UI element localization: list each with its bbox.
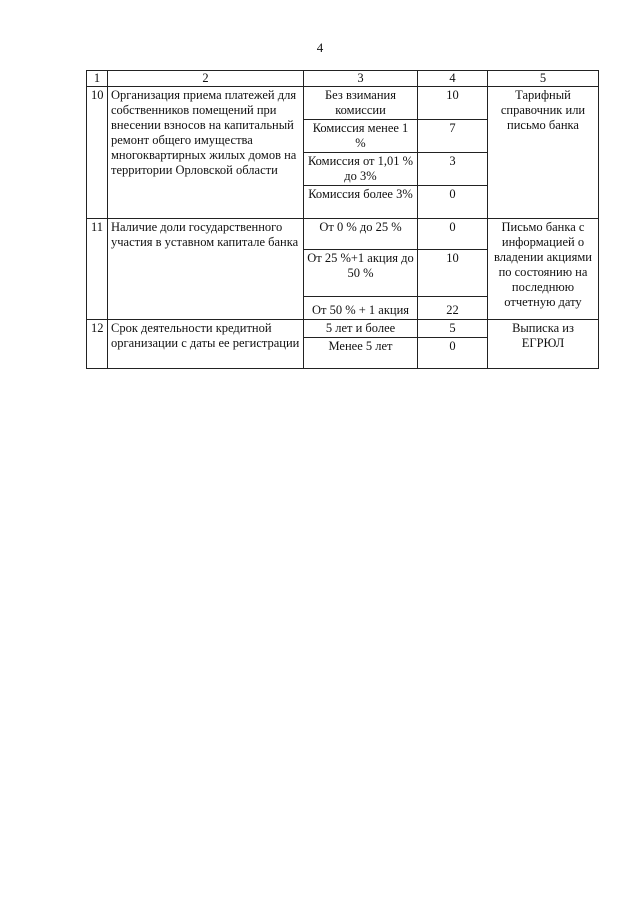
score-cell: 0 xyxy=(418,219,488,250)
condition-cell: Комиссия от 1,01 % до 3% xyxy=(304,153,418,186)
score-cell: 7 xyxy=(418,120,488,153)
table-header-row xyxy=(87,71,599,87)
score-cell: 0 xyxy=(418,186,488,219)
criterion-text: Наличие доли государственного участия в уставном капитале банка xyxy=(108,219,304,320)
table-row xyxy=(87,219,599,250)
criterion-text: Срок деятельности кредитной организации с даты ее регистрации xyxy=(108,320,304,369)
row-number: 10 xyxy=(87,87,108,219)
condition-cell: Комиссия более 3% xyxy=(304,186,418,219)
row-number: 11 xyxy=(87,219,108,320)
score-cell: 10 xyxy=(418,250,488,297)
condition-cell: От 50 % + 1 акция xyxy=(304,297,418,320)
table-row xyxy=(87,320,599,338)
condition-cell: Менее 5 лет xyxy=(304,338,418,369)
score-cell: 3 xyxy=(418,153,488,186)
row-number: 12 xyxy=(87,320,108,369)
score-cell: 5 xyxy=(418,320,488,338)
source-cell: Выписка из ЕГРЮЛ xyxy=(488,320,599,369)
source-cell: Тарифный справочник или письмо банка xyxy=(488,87,599,219)
source-cell: Письмо банка с информацией о владении акциями по состоянию на последнюю отчетную дату xyxy=(488,219,599,320)
criterion-text: Организация приема платежей для собственников помещений при внесении взносов на капитальный ремонт общего имущества многоквартирных жилых домов на территории Орловской области xyxy=(108,87,304,219)
header-col-2: 2 xyxy=(108,71,304,87)
page-number: 4 xyxy=(316,40,324,55)
condition-cell: 5 лет и более xyxy=(304,320,418,338)
score-cell: 22 xyxy=(418,297,488,320)
header-col-1: 1 xyxy=(87,71,108,87)
header-col-5: 5 xyxy=(488,71,599,87)
table-row xyxy=(87,87,599,120)
header-col-4: 4 xyxy=(418,71,488,87)
header-col-3: 3 xyxy=(304,71,418,87)
criteria-table xyxy=(86,70,599,369)
condition-cell: От 0 % до 25 % xyxy=(304,219,418,250)
condition-cell: Комиссия менее 1 % xyxy=(304,120,418,153)
condition-cell: Без взимания комиссии xyxy=(304,87,418,120)
score-cell: 10 xyxy=(418,87,488,120)
condition-cell: От 25 %+1 акция до 50 % xyxy=(304,250,418,297)
score-cell: 0 xyxy=(418,338,488,369)
